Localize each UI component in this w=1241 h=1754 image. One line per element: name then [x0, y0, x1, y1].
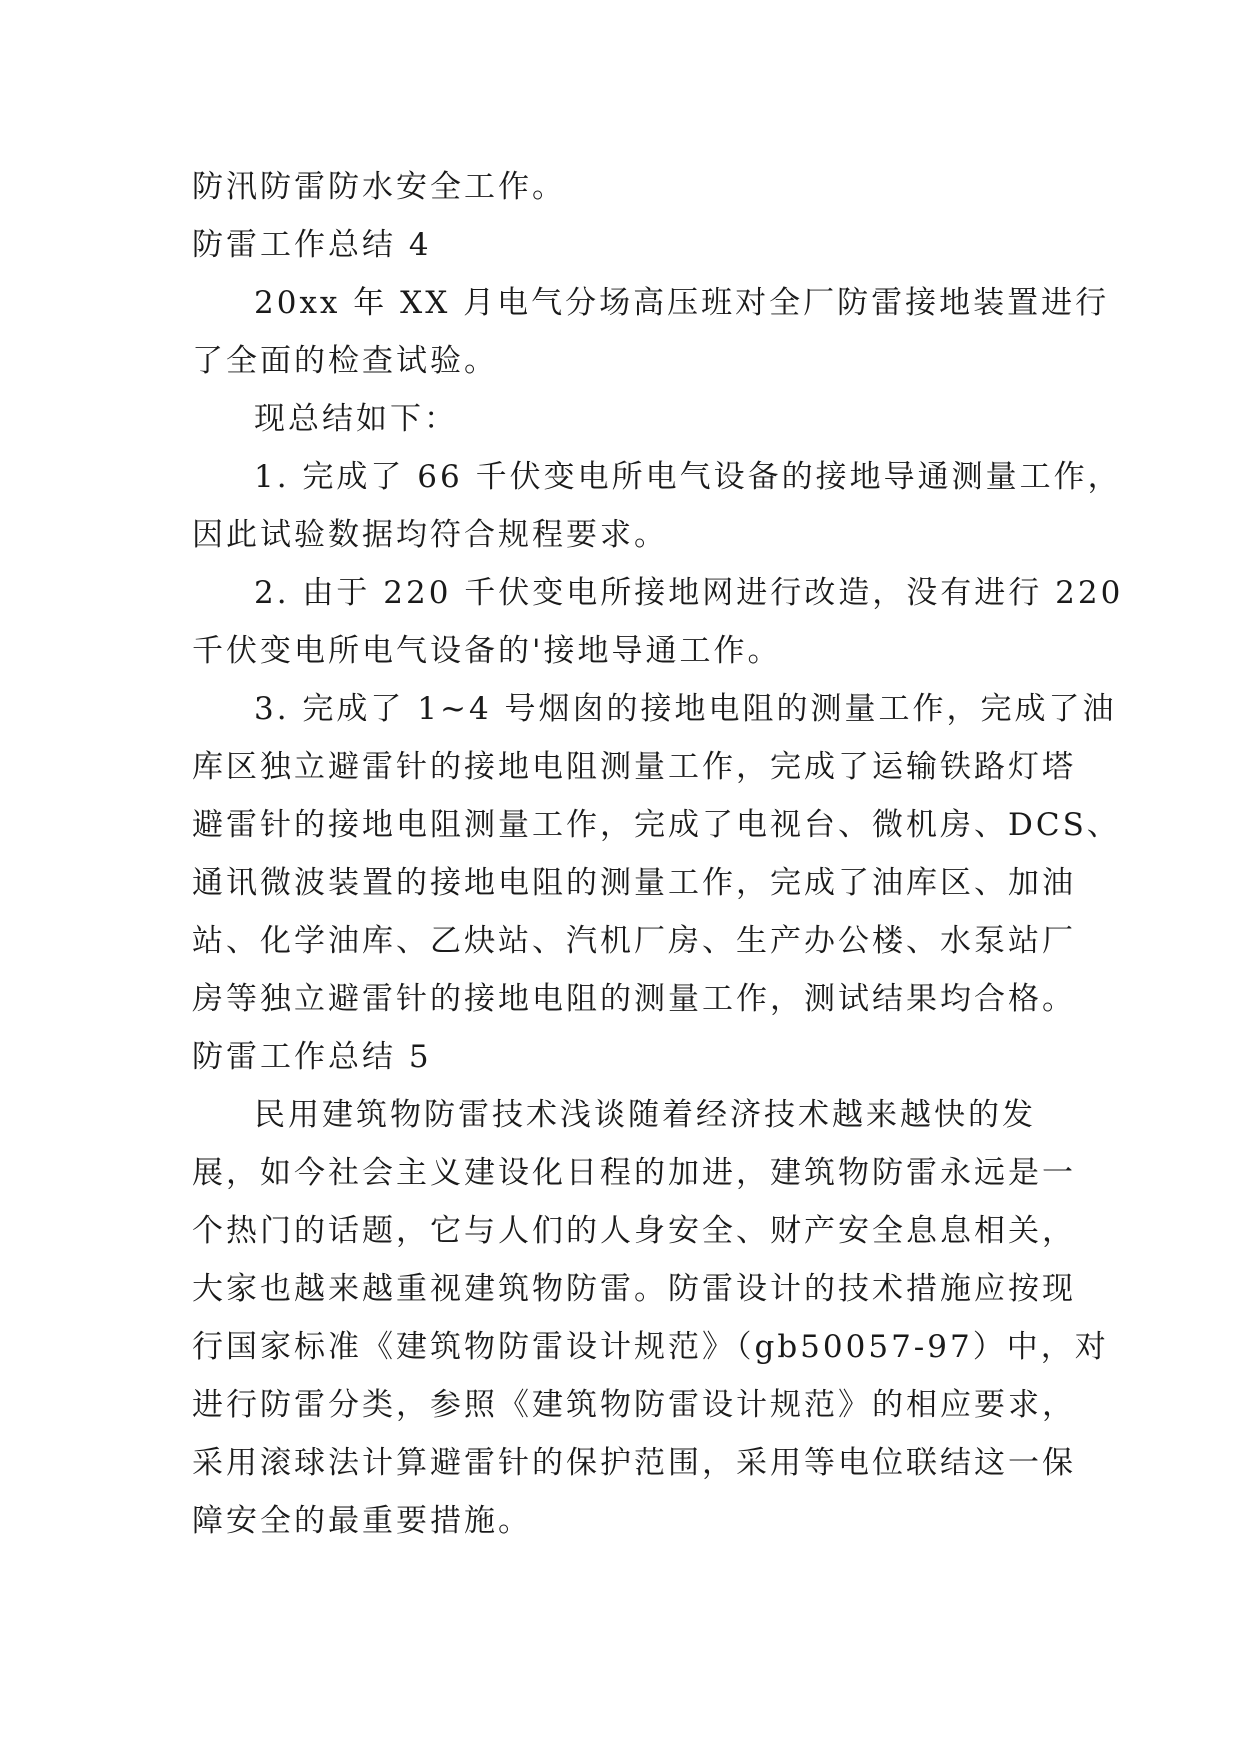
- text-line: 站、化学油库、乙炔站、汽机厂房、生产办公楼、水泵站厂: [192, 923, 1076, 959]
- text-line: 大家也越来越重视建筑物防雷。防雷设计的技术措施应按现: [192, 1271, 1076, 1307]
- paragraph-first-line: 民用建筑物防雷技术浅谈随着经济技术越来越快的发: [254, 1097, 1036, 1133]
- text-line: 防汛防雷防水安全工作。: [192, 169, 566, 205]
- text-line: 障安全的最重要措施。: [192, 1503, 532, 1539]
- text-line: 避雷针的接地电阻测量工作，完成了电视台、微机房、DCS、: [192, 807, 1121, 843]
- list-item-1: 1. 完成了 66 千伏变电所电气设备的接地导通测量工作，: [254, 459, 1122, 495]
- section-heading-5: 防雷工作总结 5: [192, 1039, 432, 1075]
- section-heading-4: 防雷工作总结 4: [192, 227, 432, 263]
- text-line: 采用滚球法计算避雷针的保护范围，采用等电位联结这一保: [192, 1445, 1076, 1481]
- document-page: [192, 158, 1124, 1550]
- text-line: 因此试验数据均符合规程要求。: [192, 517, 668, 553]
- paragraph-first-line: 现总结如下：: [254, 401, 458, 437]
- text-line: 房等独立避雷针的接地电阻的测量工作，测试结果均合格。: [192, 981, 1076, 1017]
- text-line: 了全面的检查试验。: [192, 343, 498, 379]
- text-line: 千伏变电所电气设备的'接地导通工作。: [192, 633, 782, 669]
- text-line: 个热门的话题，它与人们的人身安全、财产安全息息相关，: [192, 1213, 1076, 1249]
- text-line: 展，如今社会主义建设化日程的加进，建筑物防雷永远是一: [192, 1155, 1076, 1191]
- text-line: 进行防雷分类，参照《建筑物防雷设计规范》的相应要求，: [192, 1387, 1076, 1423]
- text-line: 库区独立避雷针的接地电阻测量工作，完成了运输铁路灯塔: [192, 749, 1076, 785]
- text-line: 通讯微波装置的接地电阻的测量工作，完成了油库区、加油: [192, 865, 1076, 901]
- paragraph-first-line: 20xx 年 XX 月电气分场高压班对全厂防雷接地装置进行: [254, 285, 1110, 321]
- text-line: 行国家标准《建筑物防雷设计规范》（gb50057-97）中，对: [192, 1329, 1109, 1365]
- list-item-2: 2. 由于 220 千伏变电所接地网进行改造，没有进行 220: [254, 575, 1124, 611]
- list-item-3: 3. 完成了 1~4 号烟囱的接地电阻的测量工作，完成了油: [254, 691, 1117, 727]
